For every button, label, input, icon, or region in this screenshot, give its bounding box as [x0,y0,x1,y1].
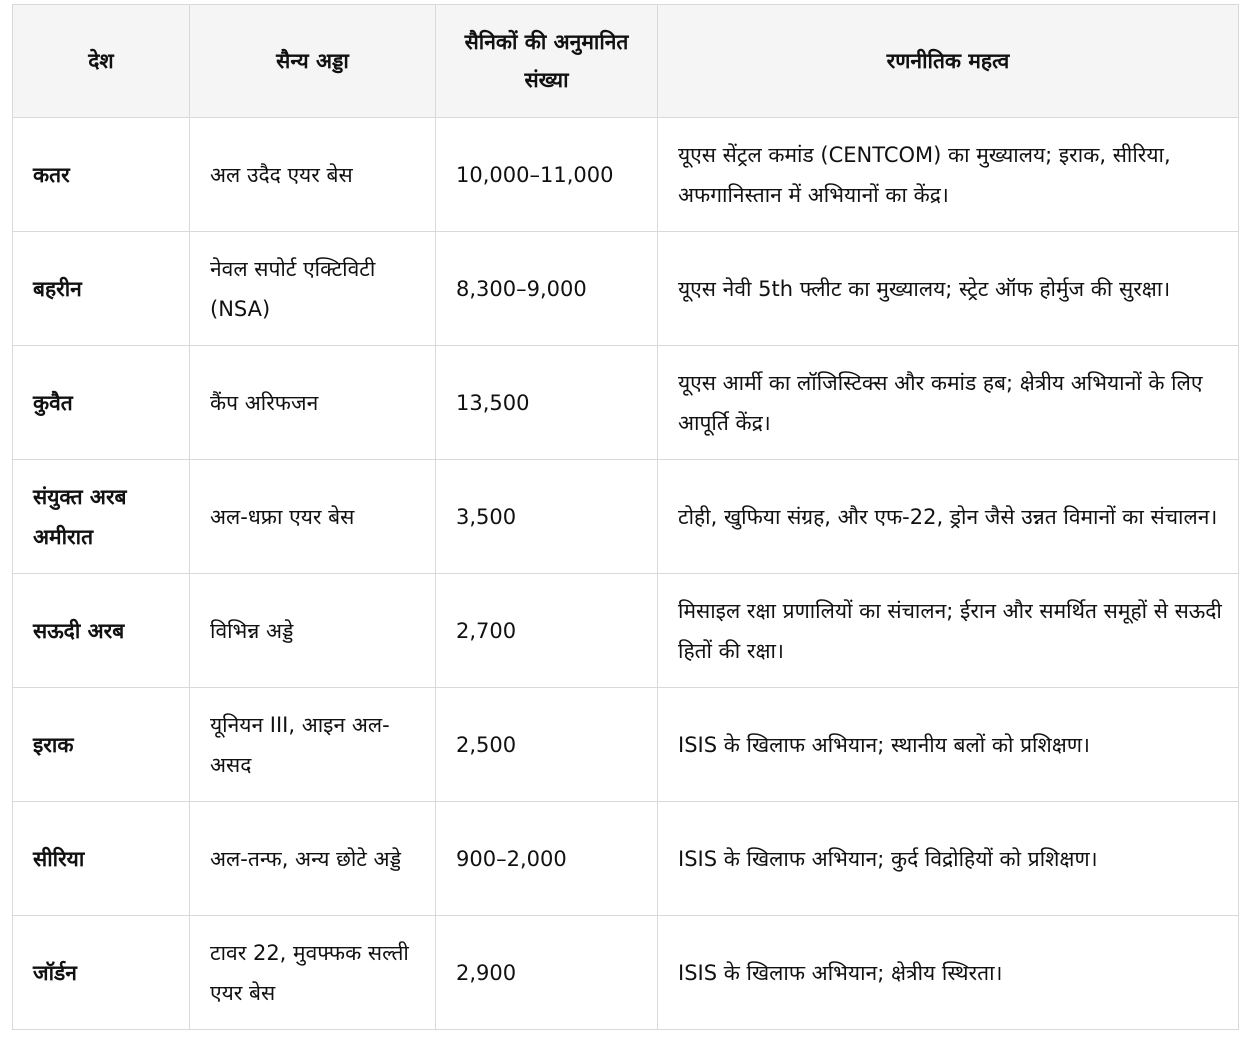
cell-significance: यूएस सेंट्रल कमांड (CENTCOM) का मुख्यालय; इराक, सीरिया, अफगानिस्तान में अभियानों का केंद्र। [658,118,1239,232]
cell-base: अल उदैद एयर बेस [190,118,436,232]
cell-base: विभिन्न अड्डे [190,574,436,688]
header-troops: सैनिकों की अनुमानित संख्या [436,5,658,118]
cell-significance: टोही, खुफिया संग्रह, और एफ-22, ड्रोन जैसे उन्नत विमानों का संचालन। [658,460,1239,574]
table-header [13,5,1239,118]
cell-base: अल-तन्फ, अन्य छोटे अड्डे [190,802,436,916]
table-row [13,802,1239,916]
cell-country: इराक [13,688,190,802]
table-row [13,232,1239,346]
table-body [13,118,1239,1030]
table-row [13,916,1239,1030]
cell-base: अल-धफ्रा एयर बेस [190,460,436,574]
table-row [13,574,1239,688]
us-military-bases-table [12,4,1239,1030]
table-row [13,688,1239,802]
cell-significance: ISIS के खिलाफ अभियान; क्षेत्रीय स्थिरता। [658,916,1239,1030]
cell-country: सऊदी अरब [13,574,190,688]
table-row [13,118,1239,232]
header-significance: रणनीतिक महत्व [658,5,1239,118]
cell-base: टावर 22, मुवफ्फक सल्ती एयर बेस [190,916,436,1030]
cell-country: संयुक्त अरब अमीरात [13,460,190,574]
cell-country: सीरिया [13,802,190,916]
header-row [13,5,1239,118]
cell-troops: 2,500 [436,688,658,802]
cell-troops: 2,900 [436,916,658,1030]
cell-base: नेवल सपोर्ट एक्टिविटी (NSA) [190,232,436,346]
header-country: देश [13,5,190,118]
cell-country: जॉर्डन [13,916,190,1030]
table-row [13,460,1239,574]
cell-country: बहरीन [13,232,190,346]
bases-table-container [12,4,1238,1030]
cell-troops: 2,700 [436,574,658,688]
cell-troops: 8,300–9,000 [436,232,658,346]
cell-significance: यूएस आर्मी का लॉजिस्टिक्स और कमांड हब; क्षेत्रीय अभियानों के लिए आपूर्ति केंद्र। [658,346,1239,460]
cell-base: यूनियन III, आइन अल-असद [190,688,436,802]
cell-significance: ISIS के खिलाफ अभियान; कुर्द विद्रोहियों को प्रशिक्षण। [658,802,1239,916]
cell-significance: मिसाइल रक्षा प्रणालियों का संचालन; ईरान और समर्थित समूहों से सऊदी हितों की रक्षा। [658,574,1239,688]
cell-country: कुवैत [13,346,190,460]
table-row [13,346,1239,460]
cell-troops: 13,500 [436,346,658,460]
cell-troops: 900–2,000 [436,802,658,916]
cell-troops: 10,000–11,000 [436,118,658,232]
cell-base: कैंप अरिफजन [190,346,436,460]
cell-troops: 3,500 [436,460,658,574]
cell-significance: ISIS के खिलाफ अभियान; स्थानीय बलों को प्रशिक्षण। [658,688,1239,802]
cell-country: कतर [13,118,190,232]
cell-significance: यूएस नेवी 5th फ्लीट का मुख्यालय; स्ट्रेट ऑफ होर्मुज की सुरक्षा। [658,232,1239,346]
header-base: सैन्य अड्डा [190,5,436,118]
